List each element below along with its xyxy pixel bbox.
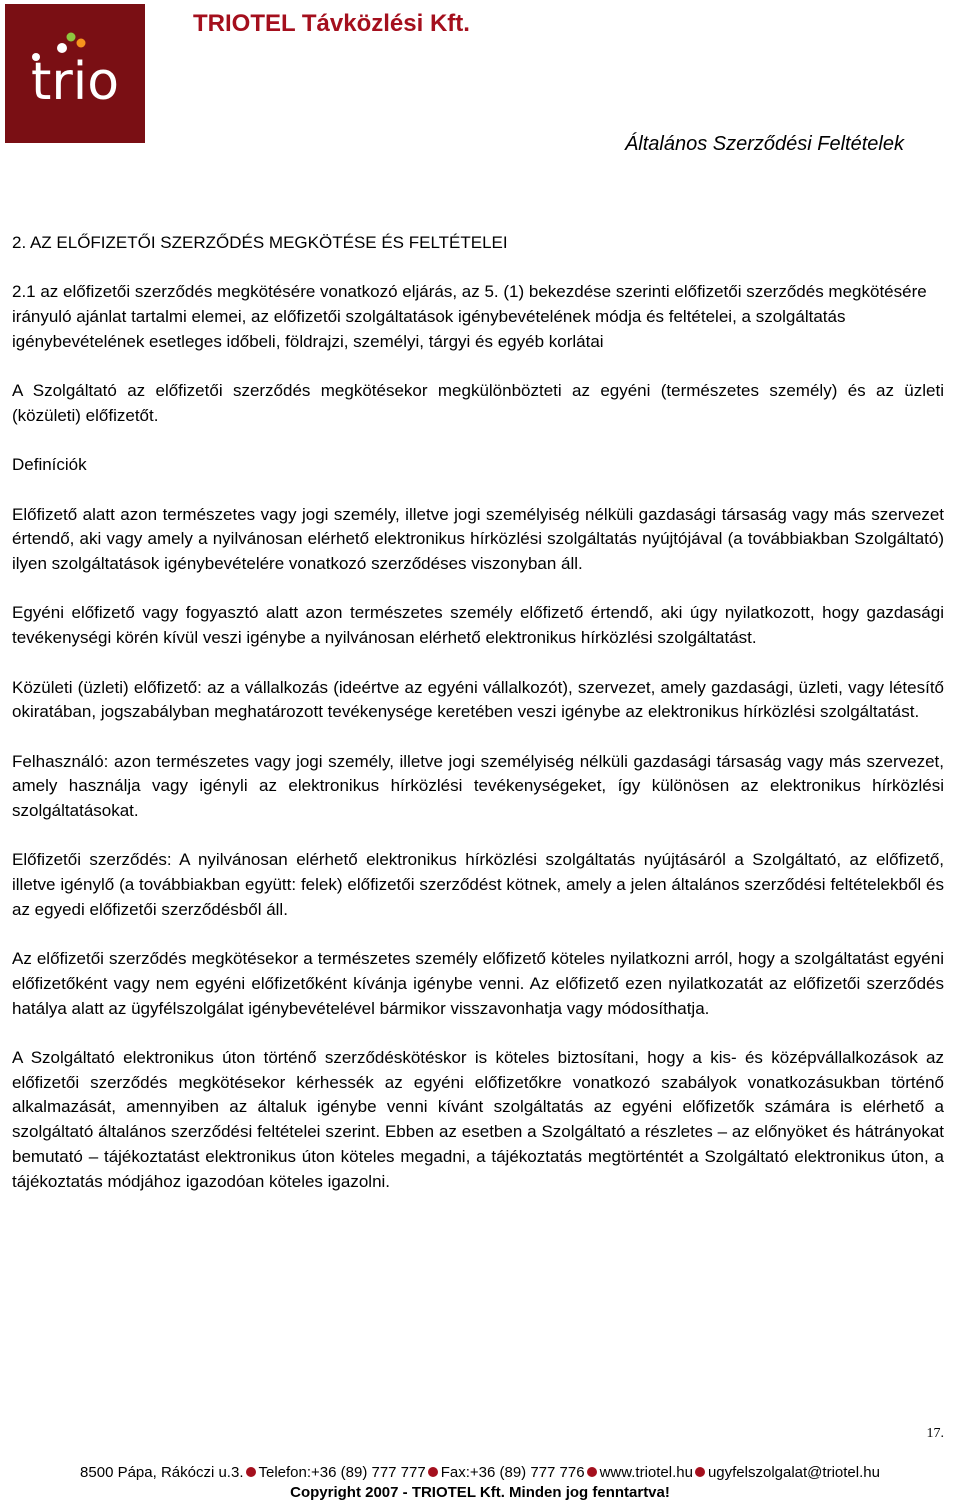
subsection-heading: 2.1 az előfizetői szerződés megkötésére vonatkozó eljárás, az 5. (1) bekezdése szerinti előfizetői szerződés megkötésére irányuló ajánlat tartalmi elemei, az előfizetői szolgáltatások igénybevételének módja és feltételei, a szolgáltatás igénybevételének esetleges időbeli, földrajzi, személyi, tárgyi és egyéb korlátai [12, 282, 927, 351]
footer-fax: Fax:+36 (89) 777 776 [440, 1464, 585, 1481]
document-body [12, 231, 944, 1219]
footer-web-link[interactable]: www.triotel.hu [599, 1464, 693, 1481]
logo-text: trio [30, 52, 120, 112]
paragraph-kkv: A Szolgáltató elektronikus úton történő szerződéskötéskor is köteles biztosítani, hogy a kis- és középvállalkozások az előfizetői szerződés megkötésekor kérhessék az egyéni előfizetőkre vonatkozó szabályok vonatkozásukban történő alkalmazását, amennyiben az általuk igénybe venni kívánt szolgáltatás az egyéni előfizetők számára is elérhető a szolgáltató általános szerződési feltételei szerint. Ebben az esetben a Szolgáltató a részletes – az előnyöket és hátrányokat bemutató – tájékoztatást elektronikus úton köteles megadni, a tájékoztatás megtörténtét a Szolgáltató elektronikus úton, a tájékoztatás módjához igazodóan köteles igazolni. [12, 1048, 944, 1191]
definition-kozuleti: Közületi (üzleti) előfizető: az a vállalkozás (ideértve az egyéni vállalkozót), szervezet, amely gazdasági, üzleti, vagy létesítő okiratában, jogszabályban meghatározott tevékenysége keretében veszi igénybe az elektronikus hírközlési szolgáltatást. [12, 677, 944, 722]
bullet-icon [428, 1467, 438, 1477]
bullet-icon [246, 1467, 256, 1477]
definition-elofizeto: Előfizető alatt azon természetes vagy jogi személy, illetve jogi személyiség nélküli gazdasági társaság vagy más szervezet értendő, aki vagy amely a nyilvánosan elérhető elektronikus hírközlési szolgáltatás nyújtójával (a továbbiakban Szolgáltató) ilyen szolgáltatások igénybevételére vonatkozó szerződéses viszonyban áll. [12, 504, 944, 574]
document-title: Általános Szerződési Feltételek [624, 133, 904, 155]
footer-email-link[interactable]: ugyfelszolgalat@triotel.hu [707, 1464, 880, 1481]
definition-szerzodes: Előfizetői szerződés: A nyilvánosan elérhető elektronikus hírközlési szolgáltatás nyújtásáról a Szolgáltató, az előfizető, illetve igénylő (a továbbiakban együtt: felek) előfizetői szerződést kötnek, amely a jelen általános szerződési feltételekből és az egyedi előfizetői szerződésből áll. [12, 850, 944, 919]
paragraph-nyilatkozat: Az előfizetői szerződés megkötésekor a természetes személy előfizető köteles nyilatkozni arról, hogy a szolgáltatást egyéni előfizetőként vagy nem egyéni előfizetőként kívánja igénybe venni. Az előfizető ezen nyilatkozatát az előfizetői szerződés hatálya alatt az ügyfélszolgálat igénybevételével bármikor visszavonhatja vagy módosíthatja. [12, 949, 944, 1018]
trio-logo-icon [5, 4, 145, 143]
footer-phone: Telefon:+36 (89) 777 777 [258, 1464, 426, 1481]
page-number: 17. [926, 1426, 944, 1441]
bullet-icon [587, 1467, 597, 1477]
bullet-icon [695, 1467, 705, 1477]
footer-copyright: Copyright 2007 - TRIOTEL Kft. Minden jog fenntartva! [290, 1484, 670, 1501]
definitions-heading: Definíciók [12, 455, 87, 475]
footer-contact [0, 1464, 960, 1481]
paragraph-distinction: A Szolgáltató az előfizetői szerződés megkötésekor megkülönbözteti az egyéni (természetes személy) és az üzleti (közületi) előfizetőt. [12, 381, 944, 425]
definition-felhasznalo: Felhasználó: azon természetes vagy jogi személy, illetve jogi személyiség nélküli gazdasági társaság vagy más szervezet, amely használja vagy igényli az elektronikus hírközlési tevékenységeket, így különösen az elektronikus hírközlési szolgáltatásokat. [12, 751, 944, 821]
footer-address: 8500 Pápa, Rákóczi u.3. [80, 1464, 244, 1481]
company-name: TRIOTEL Távközlési Kft. [193, 10, 470, 37]
company-logo [5, 4, 145, 143]
definition-egyeni: Egyéni előfizető vagy fogyasztó alatt azon természetes személy előfizető értendő, aki úgy nyilatkozott, hogy gazdasági tevékenységi körén kívül veszi igénybe a nyilvánosan elérhető elektronikus hírközlési szolgáltatást. [12, 603, 944, 648]
section-title: 2. AZ ELŐFIZETŐI SZERZŐDÉS MEGKÖTÉSE ÉS FELTÉTELEI [12, 233, 508, 252]
